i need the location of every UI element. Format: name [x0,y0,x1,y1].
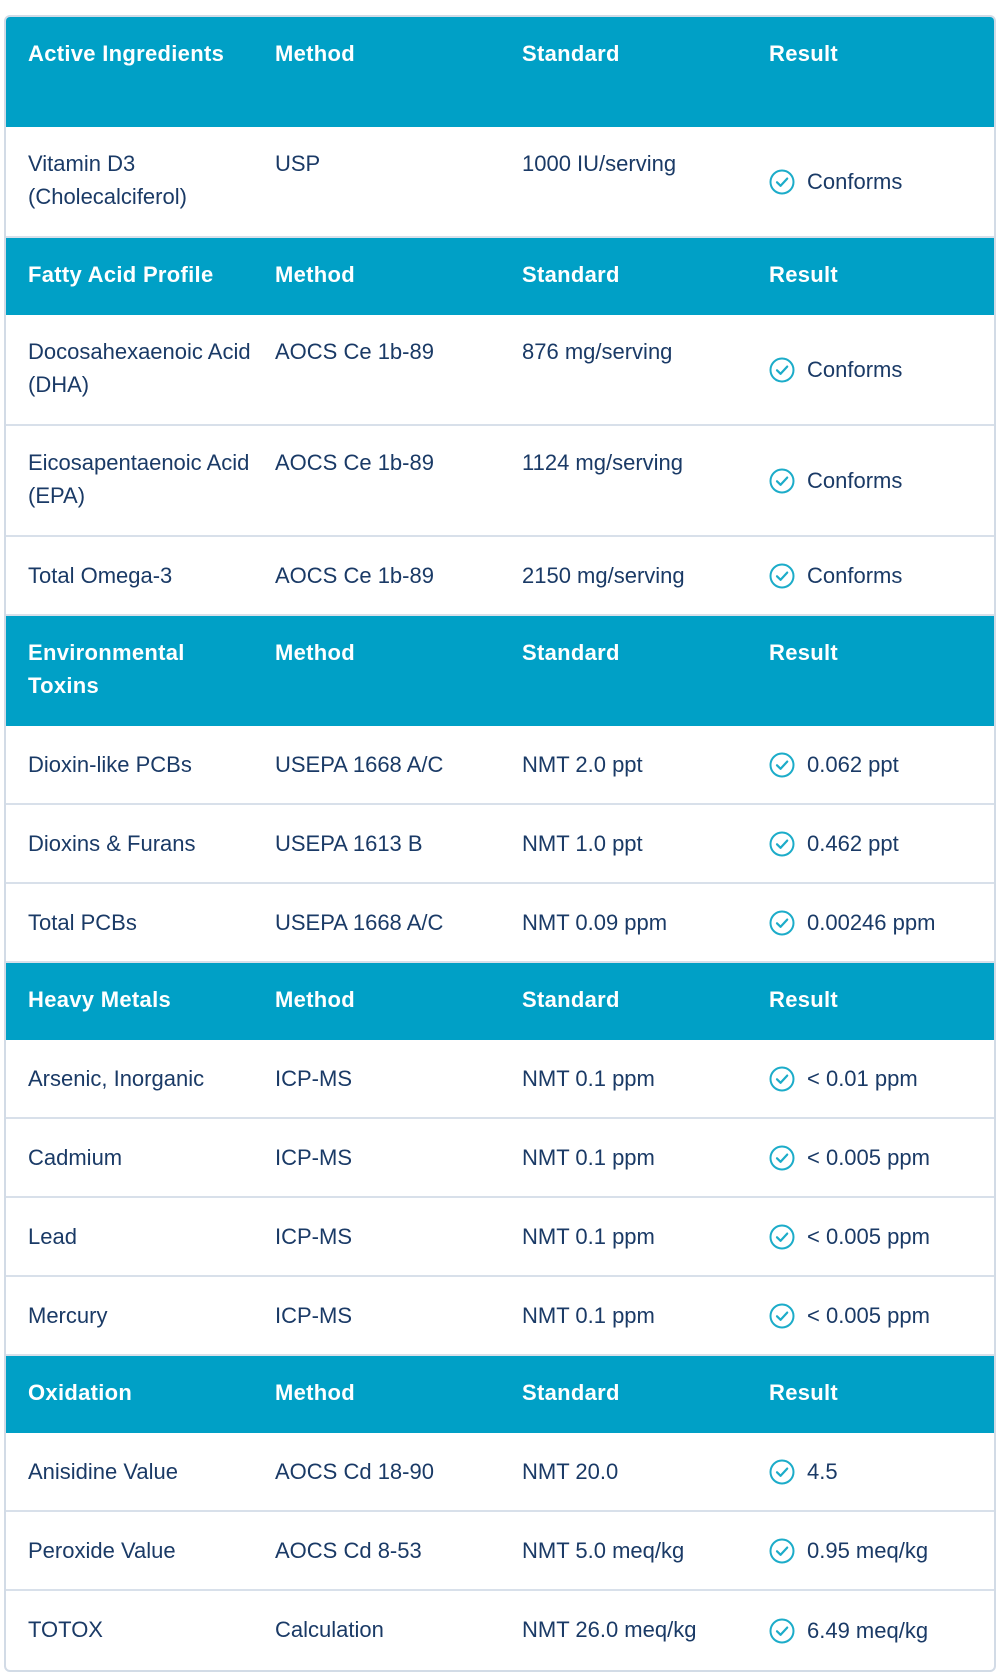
header-result: Result [769,1380,839,1405]
row-method: ICP-MS [275,1224,352,1249]
table-row [6,537,994,616]
row-result-value: 4.5 [807,1459,838,1484]
row-result-value: Conforms [807,563,903,588]
row-name: Dioxins & Furans [28,831,196,856]
row-result [747,426,994,535]
row-method: AOCS Ce 1b-89 [275,450,434,475]
table-row [6,805,994,884]
test-results-table [4,15,996,1672]
row-name: Cadmium [28,1145,123,1170]
row-standard: 1124 mg/serving [522,450,684,475]
row-result [747,127,994,236]
row-method: AOCS Ce 1b-89 [275,563,434,588]
row-standard: NMT 0.1 ppm [522,1224,655,1249]
header-method: Method [275,640,356,665]
row-result [747,1433,994,1510]
row-name: Mercury [28,1303,108,1328]
header-category: Heavy Metals [28,987,172,1012]
header-method: Method [275,262,356,287]
check-circle-icon [769,357,795,383]
header-standard: Standard [522,1380,620,1405]
header-standard: Standard [522,262,620,287]
table-row [6,1198,994,1277]
row-method: ICP-MS [275,1066,352,1091]
table-row [6,1277,994,1356]
row-method: USEPA 1613 B [275,831,423,856]
header-category: Oxidation [28,1380,133,1405]
table-row [6,1040,994,1119]
row-standard: NMT 0.1 ppm [522,1066,655,1091]
table-row [6,1119,994,1198]
row-name: Dioxin-like PCBs [28,752,192,777]
header-category: Fatty Acid Profile [28,262,214,287]
section-header-fatty-acid-profile [6,238,994,315]
header-category: Environmental Toxins [28,640,185,698]
row-name: Docosahexaenoic Acid (DHA) [28,339,251,397]
table-row [6,426,994,537]
row-standard: NMT 0.1 ppm [522,1303,655,1328]
row-standard: NMT 2.0 ppt [522,752,643,777]
row-result [747,805,994,882]
header-standard: Standard [522,640,620,665]
row-name: Eicosapentaenoic Acid (EPA) [28,450,250,508]
row-name: Peroxide Value [28,1538,176,1563]
row-name: TOTOX [28,1617,103,1642]
row-name: Anisidine Value [28,1459,179,1484]
row-result-value: Conforms [807,468,903,493]
row-result [747,1277,994,1354]
row-method: ICP-MS [275,1145,352,1170]
row-standard: NMT 20.0 [522,1459,619,1484]
header-method: Method [275,987,356,1012]
check-circle-icon [769,1303,795,1329]
row-name: Total PCBs [28,910,137,935]
row-result-value: < 0.005 ppm [807,1224,930,1249]
header-method: Method [275,1380,356,1405]
check-circle-icon [769,1618,795,1644]
row-method: Calculation [275,1617,384,1642]
header-standard: Standard [522,987,620,1012]
row-result [747,537,994,614]
row-standard: 1000 IU/serving [522,151,677,176]
header-method: Method [275,41,356,66]
row-result [747,1198,994,1275]
row-name: Total Omega-3 [28,563,173,588]
row-result-value: < 0.005 ppm [807,1303,930,1328]
row-result [747,1119,994,1196]
row-result [747,1512,994,1589]
table-row [6,1512,994,1591]
row-result [747,1591,994,1670]
row-name: Arsenic, Inorganic [28,1066,205,1091]
row-result [747,1040,994,1117]
table-row [6,1591,994,1670]
row-result-value: Conforms [807,357,903,382]
row-method: ICP-MS [275,1303,352,1328]
check-circle-icon [769,1538,795,1564]
header-result: Result [769,41,839,66]
header-result: Result [769,640,839,665]
header-result: Result [769,987,839,1012]
row-result-value: 0.462 ppt [807,831,899,856]
row-standard: 2150 mg/serving [522,563,685,588]
row-result-value: < 0.01 ppm [807,1066,918,1091]
check-circle-icon [769,910,795,936]
section-header-active-ingredients [6,17,994,127]
section-header-oxidation [6,1356,994,1433]
row-name: Vitamin D3 (Cholecalciferol) [28,151,187,209]
check-circle-icon [769,468,795,494]
row-name: Lead [28,1224,77,1249]
row-standard: NMT 26.0 meq/kg [522,1617,697,1642]
row-result-value: Conforms [807,169,903,194]
check-circle-icon [769,169,795,195]
row-standard: NMT 5.0 meq/kg [522,1538,685,1563]
check-circle-icon [769,1224,795,1250]
row-standard: NMT 0.1 ppm [522,1145,655,1170]
table-row [6,315,994,426]
row-method: USP [275,151,321,176]
row-method: AOCS Cd 18-90 [275,1459,434,1484]
table-row [6,726,994,805]
check-circle-icon [769,1459,795,1485]
row-standard: NMT 0.09 ppm [522,910,668,935]
header-standard: Standard [522,41,620,66]
table-row [6,1433,994,1512]
table-row [6,884,994,963]
header-category: Active Ingredients [28,41,225,66]
header-result: Result [769,262,839,287]
row-result-value: 6.49 meq/kg [807,1618,929,1643]
row-method: USEPA 1668 A/C [275,910,444,935]
row-result [747,315,994,424]
row-standard: NMT 1.0 ppt [522,831,643,856]
check-circle-icon [769,1066,795,1092]
section-header-heavy-metals [6,963,994,1040]
row-method: AOCS Ce 1b-89 [275,339,434,364]
row-result-value: 0.062 ppt [807,752,899,777]
row-result-value: 0.00246 ppm [807,910,936,935]
table-row [6,127,994,238]
check-circle-icon [769,752,795,778]
row-result-value: 0.95 meq/kg [807,1538,929,1563]
check-circle-icon [769,563,795,589]
row-result [747,726,994,803]
check-circle-icon [769,831,795,857]
row-result [747,884,994,961]
row-result-value: < 0.005 ppm [807,1145,930,1170]
row-method: AOCS Cd 8-53 [275,1538,422,1563]
row-method: USEPA 1668 A/C [275,752,444,777]
row-standard: 876 mg/serving [522,339,673,364]
check-circle-icon [769,1145,795,1171]
section-header-environmental-toxins [6,616,994,726]
